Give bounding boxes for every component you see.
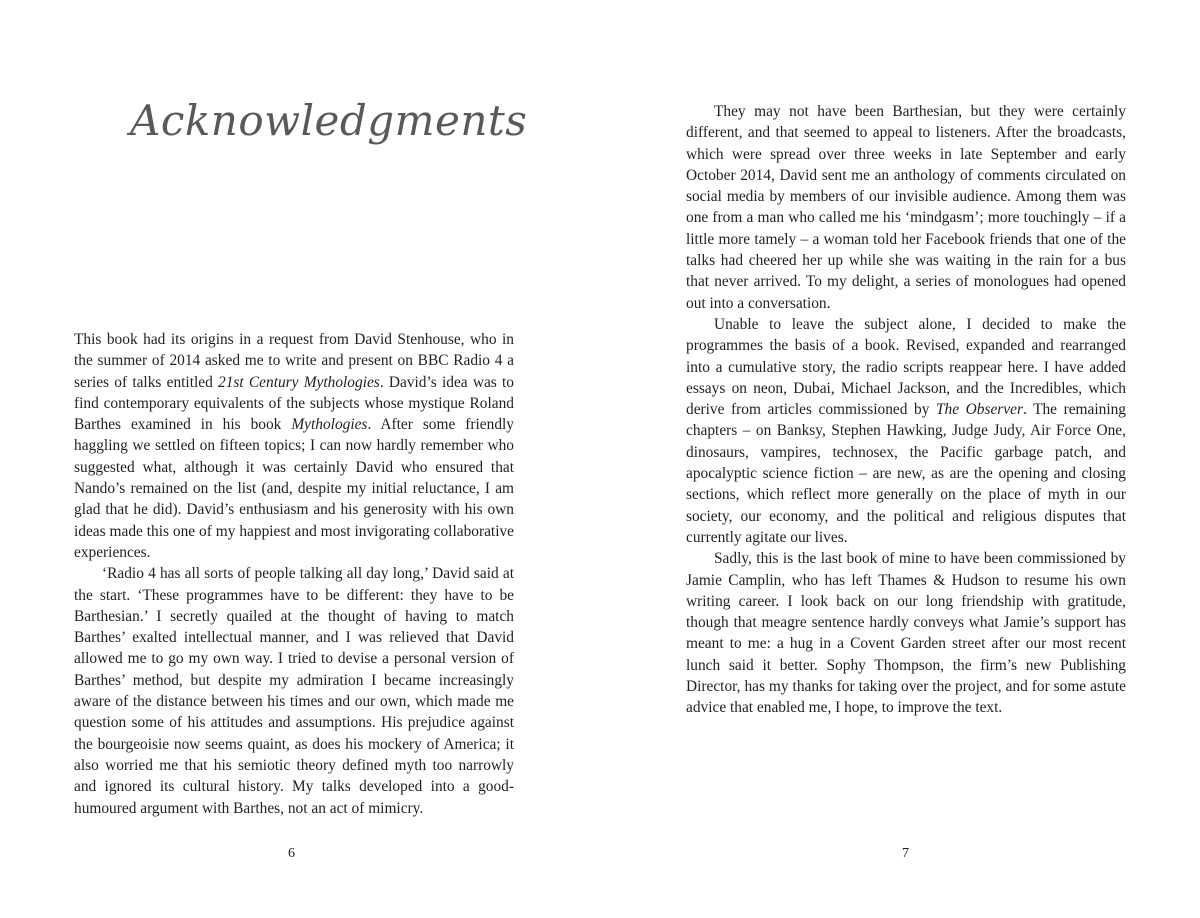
paragraph-text: Unable to leave the subject alone, I decided to make the programmes the basis of a book. Revised, expanded and rearranged into a cumulative story, the radio scripts reappear here. I have added essays on neon, Dubai, Michael Jackson, and the Incredibles, which derive from articles commissioned by <box>686 315 1126 419</box>
right-page <box>600 0 1200 918</box>
italic-title-text: Mythologies <box>291 416 368 434</box>
italic-title-text: The Observer <box>936 401 1023 419</box>
body-paragraph <box>74 329 514 563</box>
body-paragraph <box>74 563 514 819</box>
paragraph-text: ‘Radio 4 has all sorts of people talking all day long,’ David said at the start. ‘These programmes have to be different: they have to be Barthesian.’ I secretly quailed at the thought of having to match Barthes’ exalted intellectual manner, and I was relieved that David allowed me to go my own way. I tried to devise a personal version of Barthes’ method, but despite my admiration I became increasingly aware of the distance between his times and our own, which made me question some of his attitudes and assumptions. His prejudice against the bourgeoisie now seems quaint, as does his mockery of America; it also worried me that his semiotic theory defined myth too narrowly and ignored its cultural history. My talks developed into a good-humoured argument with Barthes, not an act of mimicry. <box>74 565 514 817</box>
chapter-title: Acknowledgments <box>130 96 528 145</box>
paragraph-text: . David’s idea was to find contemporary equivalents of the subjects whose mystique Roland Barthes examined in his book <box>74 373 514 434</box>
paragraph-text: . After some friendly haggling we settled on fifteen topics; I can now hardly remember who suggested what, although it was certainly David who ensured that Nando’s remained on the list (and, despite my initial reluctance, I am glad that he did). David’s enthusiasm and his generosity with his own ideas made this one of my happiest and most invigorating collaborative experiences. <box>74 416 514 561</box>
italic-title-text: 21st Century Mythologies <box>218 373 380 391</box>
paragraph-text: Sadly, this is the last book of mine to have been commissioned by Jamie Camplin, who has left Thames & Hudson to resume his own writing career. I look back on our long friendship with gratitude, though that meagre sentence hardly conveys what Jamie’s support has meant to me: a hug in a Covent Garden street after our most recent lunch said it better. Sophy Thompson, the firm’s new Publishing Director, has my thanks for taking over the project, and for some astute advice that enabled me, I hope, to improve the text. <box>686 550 1126 717</box>
page-number-left: 6 <box>288 846 295 861</box>
paragraph-text: They may not have been Barthesian, but they were certainly different, and that seemed to appeal to listeners. After the broadcasts, which were spread over three weeks in late September and early October 2014, David sent me an anthology of comments circulated on social media by members of our invisible audience. Among them was one from a man who called me his ‘mindgasm’; more touchingly – if a little more tamely – a woman told her Facebook friends that one of the talks had cheered her up while she was waiting in the rain for a bus that never arrived. To my delight, a series of monologues had opened out into a conversation. <box>686 103 1126 312</box>
paragraph-text: . The remaining chapters – on Banksy, Stephen Hawking, Judge Judy, Air Force One, dinosaurs, vampires, technosex, the Pacific garbage patch, and apocalyptic science fiction – are new, as are the opening and closing sections, which reflect more generally on the place of myth in our society, our economy, and the political and religious disputes that currently agitate our lives. <box>686 401 1126 546</box>
body-paragraph <box>686 101 1126 314</box>
page-number-right: 7 <box>902 846 909 861</box>
left-body-text <box>74 329 514 819</box>
body-paragraph <box>686 548 1126 718</box>
right-body-text <box>686 101 1126 719</box>
paragraph-text: This book had its origins in a request from David Stenhouse, who in the summer of 2014 asked me to write and present on BBC Radio 4 a series of talks entitled <box>74 331 514 391</box>
body-paragraph <box>686 314 1126 548</box>
